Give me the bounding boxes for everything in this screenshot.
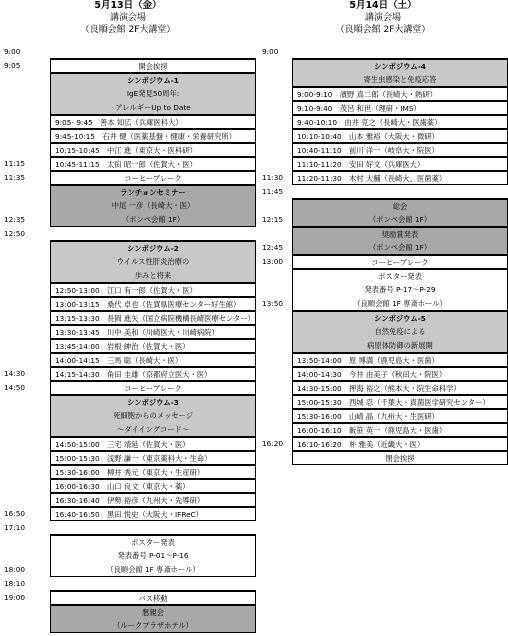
schedule-row — [0, 325, 256, 339]
session-cell: 懇親会 — [50, 605, 256, 619]
session-cell: 9:00-9:10 濱野 真二郎（長崎大・熱研） — [292, 87, 508, 101]
session-cell: 14:30-15:00 押海 裕之（熊本大・院生命科学） — [292, 381, 508, 395]
session-cell: 16:40-16:50 黒田 悦史（大阪大・IFReC） — [50, 507, 256, 521]
session-cell: 中尾 一彦（長崎大・医） — [50, 199, 256, 213]
session-cell: 15:00-15:30 浅野 謙一（東京薬科大・生命） — [50, 451, 256, 465]
time-label: 11:30 — [262, 173, 284, 182]
schedule-row — [0, 479, 256, 493]
schedule-row — [0, 59, 256, 73]
schedule-row — [0, 283, 256, 297]
session-cell: 寄生虫感染と免疫応答 — [292, 73, 508, 87]
schedule-row — [0, 549, 256, 563]
session-cell: 9:05- 9:45 善本 知広（兵庫医科大） — [50, 115, 256, 129]
session-cell: 11:20-11:30 木村 大輔（長崎大、医歯薬） — [292, 171, 508, 185]
schedule-row — [258, 45, 508, 59]
time-label: 18:10 — [4, 579, 26, 588]
schedule-row — [0, 199, 256, 213]
session-cell: 15:30-16:00 山崎 晶（九州大・生医研） — [292, 409, 508, 423]
day2-venue: 講演会場 — [364, 13, 401, 23]
session-cell: アレルギーUp to Date — [50, 101, 256, 115]
session-cell: 16:10-16:20 朴 雅美（近畿大・医） — [292, 437, 508, 451]
schedule-row — [258, 353, 508, 367]
session-cell: 発表番号 P-01～P-16 — [50, 549, 256, 563]
session-cell: 14:50-15:00 三宅 靖延（佐賀大・医） — [50, 437, 256, 451]
session-cell: 16:30-16:40 伊勢 裕彦（九州大・先導研） — [50, 493, 256, 507]
schedule-row — [258, 213, 508, 227]
schedule-row — [258, 395, 508, 409]
session-cell: 9:45-10:15 石井 健（医薬基盤・健康・栄養研究所） — [50, 129, 256, 143]
schedule-row — [0, 465, 256, 479]
session-cell: 11:10-11:20 安田 好文（兵庫医大） — [292, 157, 508, 171]
time-label: 11:45 — [262, 187, 284, 196]
session-cell: ウイルス性肝炎治療の — [50, 255, 256, 269]
time-label: 9:00 — [4, 47, 21, 56]
schedule-row — [0, 339, 256, 353]
session-cell: 14:15-14:30 角田 圭雄（京都府立医大・医） — [50, 367, 256, 381]
schedule-row — [0, 297, 256, 311]
time-label: 16:20 — [262, 439, 284, 448]
schedule-row — [258, 143, 508, 157]
schedule-row — [0, 605, 256, 619]
session-cell: 死細胞からのメッセージ — [50, 409, 256, 423]
schedule-row — [0, 367, 256, 381]
schedule-row — [258, 339, 508, 353]
schedule-row — [0, 143, 256, 157]
schedule-row — [258, 129, 508, 143]
time-label: 12:50 — [4, 229, 26, 238]
time-label: 16:50 — [4, 509, 26, 518]
schedule-row — [0, 451, 256, 465]
session-cell: 10:15-10:45 中江 進（東京大・医科研） — [50, 143, 256, 157]
schedule-row — [0, 87, 256, 101]
time-label: 11:15 — [4, 159, 26, 168]
session-cell: （ボンペ会館 1F） — [50, 213, 256, 227]
session-cell: バス移動 — [50, 591, 256, 605]
schedule-row — [0, 591, 256, 605]
session-cell: 13:15-13:30 長岡 進矢（国立病院機構長崎医療センター） — [50, 311, 256, 325]
session-cell: コーヒーブレーク — [50, 171, 256, 185]
schedule-row — [258, 227, 508, 241]
session-cell: 歩みと将来 — [50, 269, 256, 283]
session-cell: コーヒーブレーク — [292, 255, 508, 269]
schedule-row — [0, 577, 256, 591]
schedule-row — [258, 157, 508, 171]
schedule-row — [258, 269, 508, 283]
schedule-row — [0, 73, 256, 87]
schedule-row — [258, 59, 508, 73]
time-label: 17:10 — [4, 523, 26, 532]
time-label: 19:00 — [4, 593, 26, 602]
session-cell: IgE発見50周年: — [50, 87, 256, 101]
session-cell: 10:10-10:40 山本 雅裕（大阪大・微研） — [292, 129, 508, 143]
schedule-row — [0, 507, 256, 521]
schedule-row — [258, 199, 508, 213]
schedule-row — [0, 437, 256, 451]
time-label: 14:50 — [4, 383, 26, 392]
session-cell: ～ダイイングコード～ — [50, 423, 256, 437]
session-cell: 9:40-10:10 由井 克之（長崎大・医歯薬） — [292, 115, 508, 129]
session-cell: 9:10-9:40 茂呂 和世（理研・IMS） — [292, 101, 508, 115]
schedule-row — [258, 73, 508, 87]
session-cell: ポスター発表 — [50, 535, 256, 549]
schedule-row — [258, 311, 508, 325]
schedule-row — [258, 115, 508, 129]
schedule-row — [0, 227, 256, 241]
session-cell: 14:00-14:30 今井 由美子（秋田大・院医） — [292, 367, 508, 381]
schedule-row — [0, 409, 256, 423]
session-cell: （ポンペ会館 1F） — [292, 241, 508, 255]
session-cell: 15:00-15:30 西城 忍（千葉大・真菌医学研究センター） — [292, 395, 508, 409]
schedule-row — [0, 563, 256, 577]
schedule-row — [258, 451, 508, 465]
session-cell: 16:00-16:30 山口 良文（東京大・薬） — [50, 479, 256, 493]
schedule-row — [258, 437, 508, 451]
schedule-row — [258, 409, 508, 423]
session-cell: シンポジウム-1 — [50, 73, 256, 87]
schedule-row — [0, 395, 256, 409]
schedule-row — [0, 129, 256, 143]
schedule-row — [258, 185, 508, 199]
schedule-row — [0, 381, 256, 395]
session-cell: 16:00-16:10 飯笹 英一（鹿児島大・医歯） — [292, 423, 508, 437]
schedule-row — [0, 619, 256, 633]
time-label: 12:15 — [262, 215, 284, 224]
schedule-row — [258, 171, 508, 185]
session-cell: 13:30-13:45 川中 美和（川崎医大・川崎病院） — [50, 325, 256, 339]
day1-venue: 講演会場 — [109, 13, 146, 23]
schedule-row — [0, 241, 256, 255]
time-label: 13:00 — [262, 257, 284, 266]
session-cell: 12:50-13:00 江口 有一郎（佐賀大・医） — [50, 283, 256, 297]
session-cell: 発表番号 P-17～P-29 — [292, 283, 508, 297]
schedule-row — [0, 493, 256, 507]
schedule-row — [0, 171, 256, 185]
session-cell: 15:30-16:00 柳井 秀元（東京大・生産研） — [50, 465, 256, 479]
session-cell: （良順会館 1F 専斎ホール） — [50, 563, 256, 577]
session-cell: 10:45-11:15 太田 昭一郎（佐賀大・医） — [50, 157, 256, 171]
schedule-row — [0, 535, 256, 549]
session-cell: ポスター発表 — [292, 269, 508, 283]
session-cell: 総会 — [292, 199, 508, 213]
schedule-row — [0, 311, 256, 325]
session-cell: 奨励賞発表 — [292, 227, 508, 241]
time-label: 12:35 — [4, 215, 26, 224]
schedule-row — [0, 101, 256, 115]
time-label: 9:00 — [262, 47, 279, 56]
schedule-row — [258, 423, 508, 437]
session-cell: シンポジウム-4 — [292, 59, 508, 73]
session-cell: 開会挨拶 — [50, 59, 256, 73]
schedule-row — [0, 213, 256, 227]
schedule-row — [258, 255, 508, 269]
session-cell: 自然免疫による — [292, 325, 508, 339]
session-cell: シンポジウム-5 — [292, 311, 508, 325]
session-cell: コーヒーブレーク — [50, 381, 256, 395]
session-cell: ランチョンセミナー — [50, 185, 256, 199]
schedule-row — [0, 185, 256, 199]
schedule-row — [0, 115, 256, 129]
time-label: 11:35 — [4, 173, 26, 182]
schedule-row — [258, 297, 508, 311]
session-cell: 13:50-14:00 原 博満（鹿児島大・医歯） — [292, 353, 508, 367]
session-cell: シンポジウム-2 — [50, 241, 256, 255]
session-cell: （良順会館 1F 専斎ホール） — [292, 297, 508, 311]
day2-date: 5月14日（土） — [349, 0, 417, 11]
day1-hall: （良順会館 2F大講堂） — [80, 25, 176, 35]
schedule-row — [0, 269, 256, 283]
schedule-row — [0, 45, 256, 59]
schedule-row — [258, 283, 508, 297]
session-cell: 病原体防御の新展開 — [292, 339, 508, 353]
schedule-row — [258, 325, 508, 339]
session-cell: 13:00-13:15 桑代 卓也（佐賀県医療センター好生館） — [50, 297, 256, 311]
day1-date: 5月13日（金） — [94, 0, 162, 11]
schedule-row — [258, 381, 508, 395]
schedule-row — [258, 101, 508, 115]
day2-hall: （良順会館 2F大講堂） — [335, 25, 431, 35]
schedule-row — [258, 367, 508, 381]
session-cell: 10:40-11:10 前川 洋一（岐阜大・院医） — [292, 143, 508, 157]
time-label: 14:30 — [4, 369, 26, 378]
schedule-row — [258, 241, 508, 255]
session-cell: 閉会挨拶 — [292, 451, 508, 465]
schedule-row — [0, 157, 256, 171]
schedule-row — [0, 521, 256, 535]
time-label: 12:45 — [262, 243, 284, 252]
time-label: 9:05 — [4, 61, 21, 70]
time-label: 18:00 — [4, 565, 26, 574]
schedule-row — [0, 255, 256, 269]
schedule-row — [258, 87, 508, 101]
session-cell: シンポジウム-3 — [50, 395, 256, 409]
schedule-row — [0, 423, 256, 437]
session-cell: （ルークプラザホテル） — [50, 619, 256, 633]
schedule-row — [0, 353, 256, 367]
time-label: 13:50 — [262, 299, 284, 308]
session-cell: 13:45-14:00 岩根 紳治（佐賀大・医） — [50, 339, 256, 353]
session-cell: （ポンペ会館 1F） — [292, 213, 508, 227]
session-cell: 14:00-14:15 三馬 聡（長崎大・医） — [50, 353, 256, 367]
